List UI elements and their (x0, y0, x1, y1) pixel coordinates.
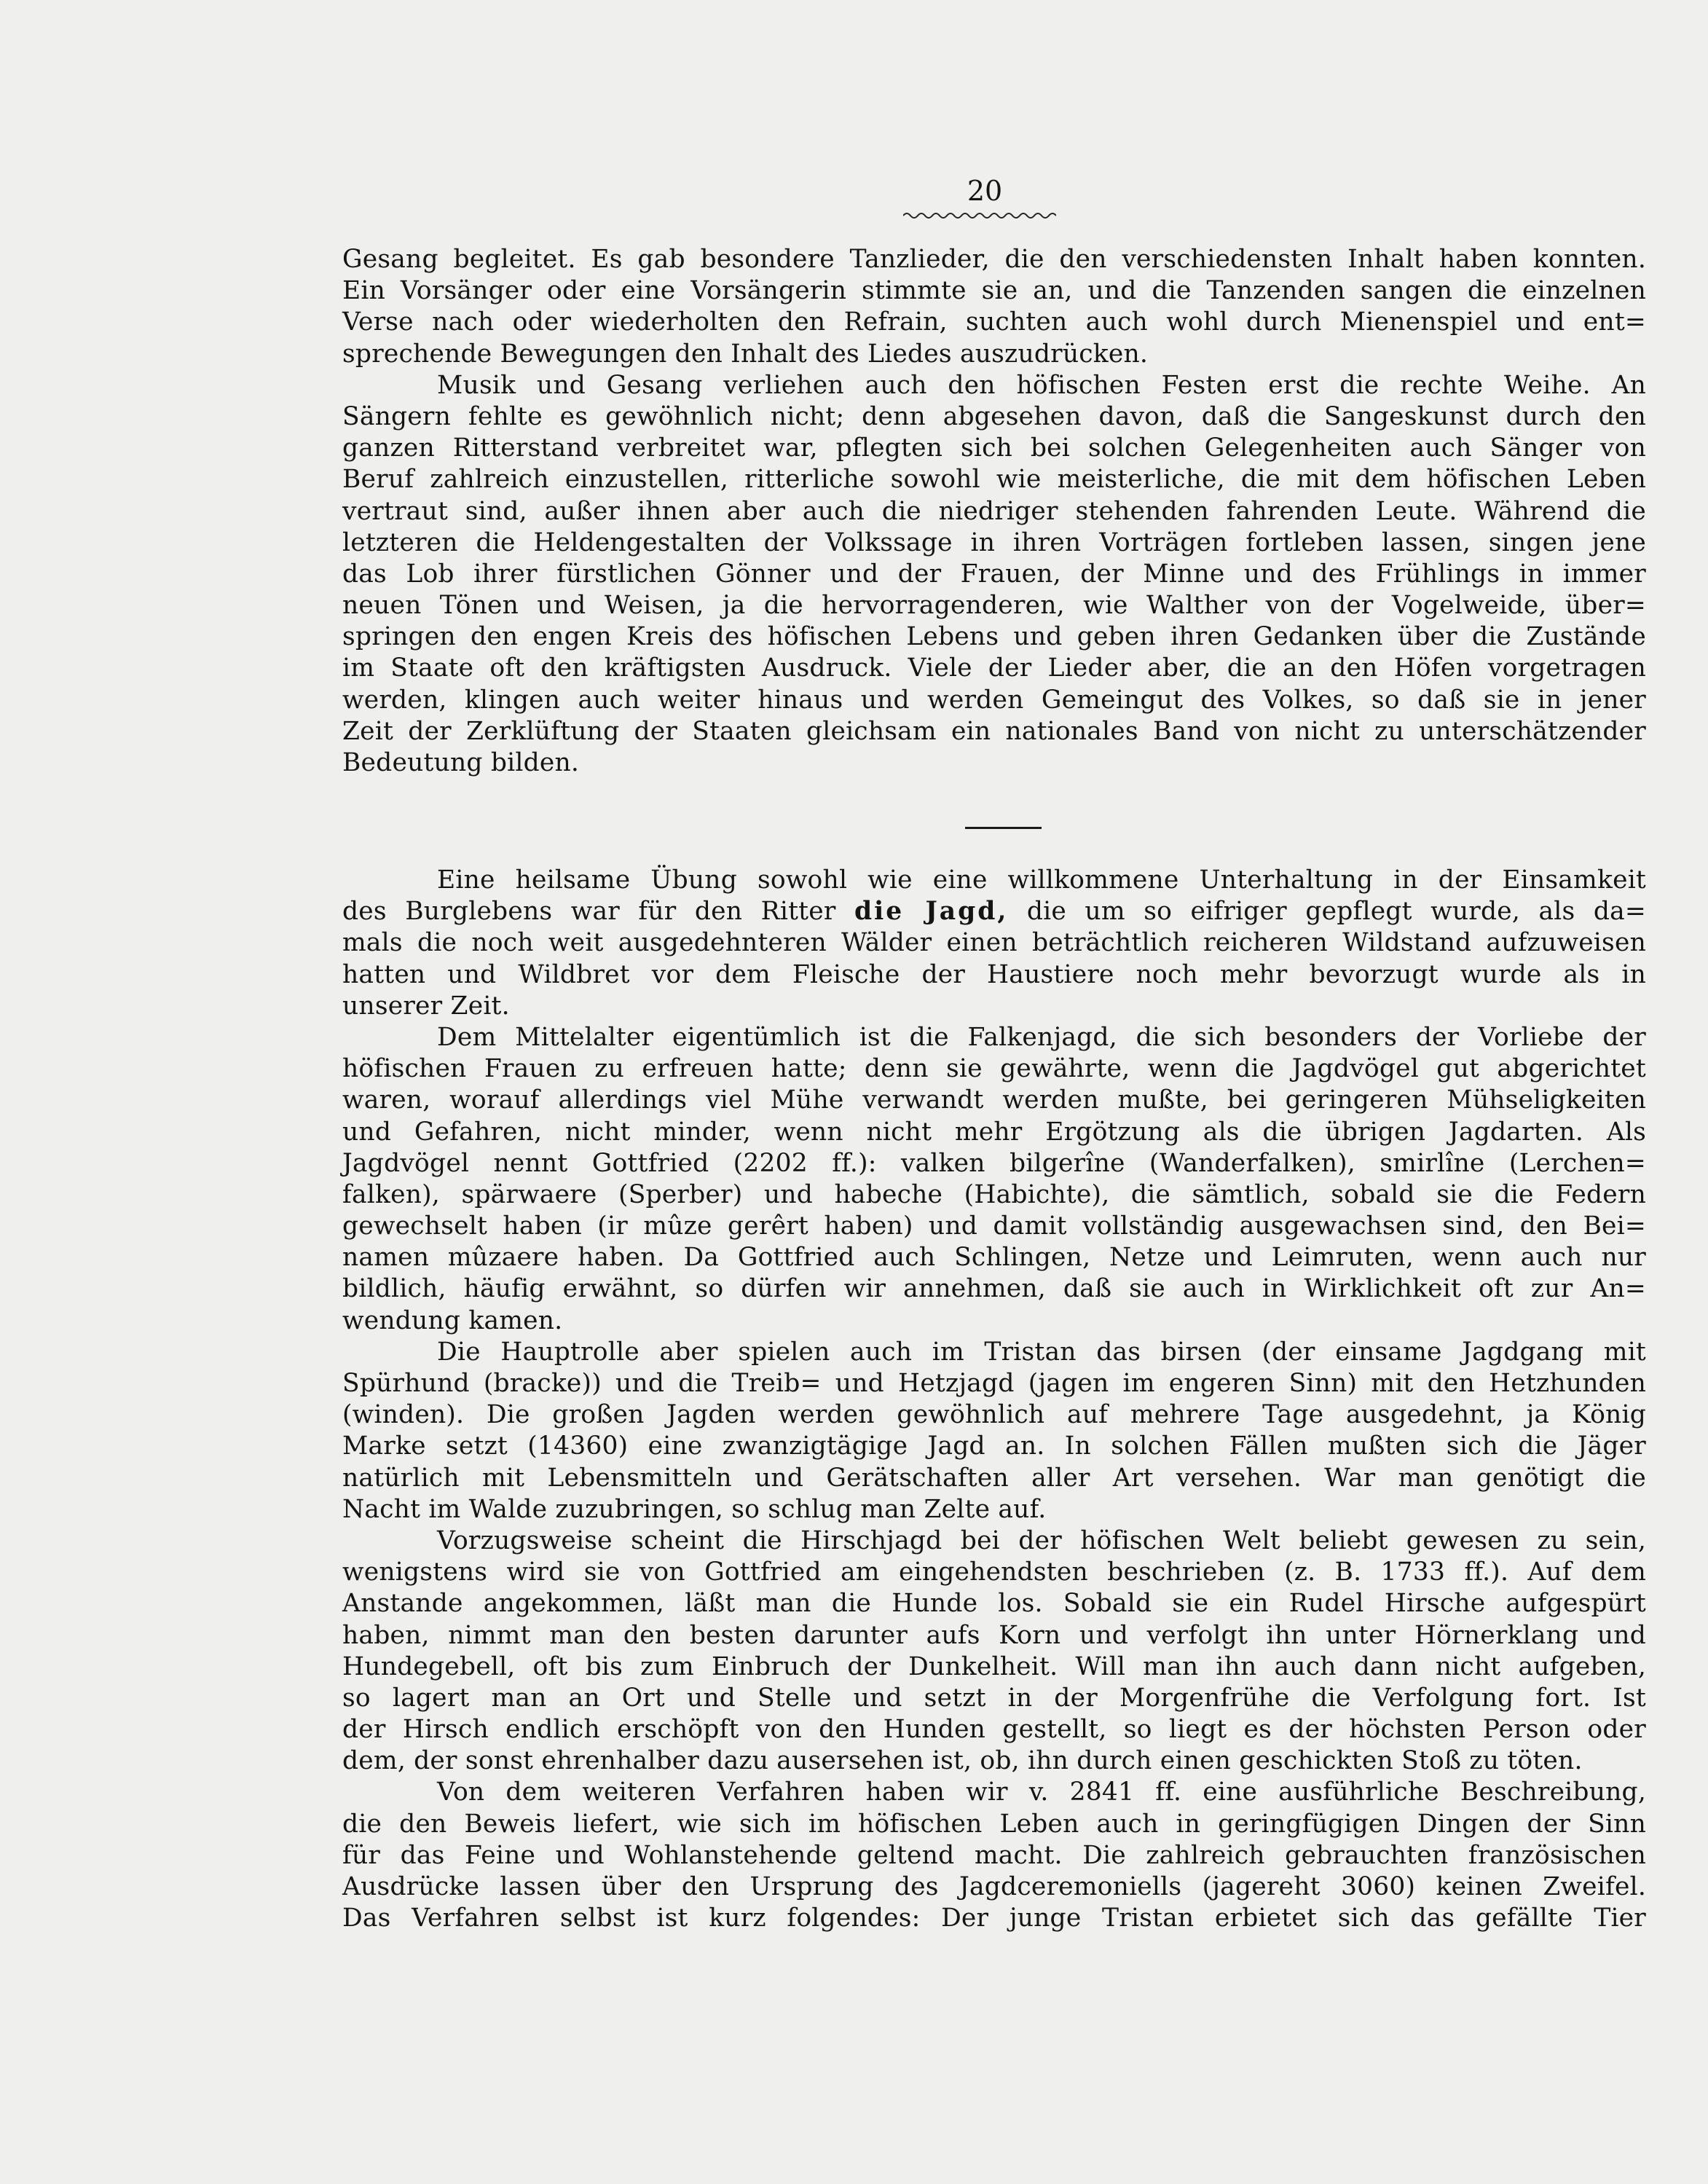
text-line: (winden). Die großen Jagden werden gewöhnlich auf mehrere Tage ausgedehnt, ja König (342, 1400, 1646, 1430)
text-line: Ein Vorsänger oder eine Vorsängerin stimmte sie an, und die Tanzenden sangen die einzelnen (342, 276, 1646, 306)
text-line (342, 896, 1646, 927)
text-line: dem, der sonst ehrenhalber dazu ausersehen ist, ob, ihn durch einen geschickten Stoß zu töten. (342, 1746, 1583, 1776)
text-line: Sängern fehlte es gewöhnlich nicht; denn abgesehen davon, daß die Sangeskunst durch den (342, 401, 1646, 431)
text-line: waren, worauf allerdings viel Mühe verwandt werden mußte, bei geringeren Mühseligkeiten (342, 1085, 1646, 1115)
paragraph-1 (342, 244, 1646, 370)
text-line: Nacht im Walde zuzubringen, so schlug man Zelte auf. (342, 1494, 1047, 1524)
text-line: falken), spärwaere (Sperber) und habeche (Habichte), die sämtlich, sobald sie die Federn (342, 1179, 1646, 1209)
text-line: unserer Zeit. (342, 991, 510, 1021)
text-line: Jagdvögel nennt Gottfried (2202 ff.): valken bilgerîne (Wanderfalken), smirlîne (Lerchen= (342, 1148, 1646, 1178)
paragraph-3 (342, 865, 1646, 1022)
wavy-ornament-icon (903, 211, 1056, 220)
text-line: Eine heilsame Übung sowohl wie eine willkommene Unterhaltung in der Einsamkeit (437, 865, 1646, 895)
text-line: Bedeutung bilden. (342, 748, 580, 777)
text-line: hatten und Wildbret vor dem Fleische der Haustiere noch mehr bevorzugt wurde als in (342, 959, 1646, 989)
section-song (342, 244, 1646, 779)
section-hunt (342, 865, 1646, 1934)
text-line: für das Feine und Wohlanstehende geltend macht. Die zahlreich gebrauchten französischen (342, 1840, 1646, 1870)
text-line: vertraut sind, außer ihnen aber auch die niedriger stehenden fahrenden Leute. Während die (342, 496, 1646, 526)
text-line: höfischen Frauen zu erfreuen hatte; denn sie gewährte, wenn die Jagdvögel gut abgerichtet (342, 1054, 1646, 1084)
text-line: und Gefahren, nicht minder, wenn nicht mehr Ergötzung als die übrigen Jagdarten. Als (342, 1117, 1646, 1147)
text-line: im Staate oft den kräftigsten Ausdruck. Viele der Lieder aber, die an den Höfen vorgetragen (342, 653, 1646, 683)
text-line: wendung kamen. (342, 1305, 563, 1335)
text-line: neuen Tönen und Weisen, ja die hervorragenderen, wie Walther von der Vogelweide, über= (342, 591, 1646, 621)
text-line: mals die noch weit ausgedehnteren Wälder einen beträchtlich reicheren Wildstand aufzuweisen (342, 928, 1646, 958)
page-number: 20 (967, 175, 1003, 207)
text-line: Von dem weiteren Verfahren haben wir v. 2841 ff. eine ausführliche Beschreibung, (437, 1778, 1646, 1807)
text-line: bildlich, häufig erwähnt, so dürfen wir annehmen, daß sie auch in Wirklichkeit oft zur An= (342, 1274, 1646, 1304)
text-line: Beruf zahlreich einzustellen, ritterliche sowohl wie meisterliche, die mit dem höfischen Leben (342, 465, 1646, 495)
paragraph-5 (342, 1337, 1646, 1525)
text-span: die um so eifriger gepflegt wurde, als da= (1008, 897, 1646, 927)
section-divider (965, 827, 1042, 829)
text-line: springen den engen Kreis des höfischen Lebens und geben ihren Gedanken über die Zustände (342, 622, 1646, 652)
text-line: werden, klingen auch weiter hinaus und werden Gemeingut des Volkes, so daß sie in jener (342, 685, 1646, 715)
paragraph-2 (342, 370, 1646, 779)
text-line: haben, nimmt man den besten darunter aufs Korn und verfolgt ihn unter Hörnerklang und (342, 1620, 1646, 1650)
text-line: Zeit der Zerklüftung der Staaten gleichsam ein nationales Band von nicht zu unterschätzender (342, 716, 1646, 746)
text-line: Das Verfahren selbst ist kurz folgendes: Der junge Tristan erbietet sich das gefällte Tier (342, 1904, 1646, 1933)
text-line: Spürhund (bracke)) und die Treib= und Hetzjagd (jagen im engeren Sinn) mit den Hetzhunden (342, 1369, 1646, 1398)
paragraph-4 (342, 1022, 1646, 1337)
paragraph-7 (342, 1777, 1646, 1934)
text-line: Ausdrücke lassen über den Ursprung des Jagdceremoniells (jagereht 3060) keinen Zweifel. (342, 1872, 1646, 1901)
text-line: Vorzugsweise scheint die Hirschjagd bei der höfischen Welt beliebt gewesen zu sein, (437, 1525, 1646, 1555)
text-span: des Burglebens war für den Ritter (342, 897, 854, 927)
paragraph-6 (342, 1525, 1646, 1778)
text-line: das Lob ihrer fürstlichen Gönner und der Frauen, der Minne und des Frühlings in immer (342, 559, 1646, 589)
text-line: gewechselt haben (ir mûze gerêrt haben) und damit vollständig ausgewachsen sind, den Bei= (342, 1211, 1646, 1241)
emphasis-die-jagd: die Jagd, (854, 897, 1009, 927)
text-line: letzteren die Heldengestalten der Volkssage in ihren Vorträgen fortleben lassen, singen jene (342, 527, 1646, 557)
text-line: so lagert man an Ort und Stelle und setzt in der Morgenfrühe die Verfolgung fort. Ist (342, 1683, 1646, 1713)
text-line: wenigstens wird sie von Gottfried am eingehendsten beschrieben (z. B. 1733 ff.). Auf dem (342, 1558, 1646, 1587)
text-line: Dem Mittelalter eigentümlich ist die Falkenjagd, die sich besonders der Vorliebe der (437, 1022, 1646, 1052)
text-line: Gesang begleitet. Es gab besondere Tanzlieder, die den verschiedensten Inhalt haben konnten. (342, 245, 1646, 274)
text-line: natürlich mit Lebensmitteln und Gerätschaften aller Art versehen. War man genötigt die (342, 1463, 1646, 1493)
text-line: Verse nach oder wiederholten den Refrain, suchten auch wohl durch Mienenspiel und ent= (342, 307, 1646, 337)
text-line: die den Beweis liefert, wie sich im höfischen Leben auch in geringfügigen Dingen der Sinn (342, 1809, 1646, 1839)
text-line: Marke setzt (14360) eine zwanzigtägige Jagd an. In solchen Fällen mußten sich die Jäger (342, 1431, 1646, 1461)
text-line: der Hirsch endlich erschöpft von den Hunden gestellt, so liegt es der höchsten Person oder (342, 1715, 1646, 1745)
text-line: ganzen Ritterstand verbreitet war, pflegten sich bei solchen Gelegenheiten auch Sänger von (342, 433, 1646, 463)
text-line: Musik und Gesang verliehen auch den höfischen Festen erst die rechte Weihe. An (437, 370, 1646, 400)
text-line: Die Hauptrolle aber spielen auch im Tristan das birsen (der einsame Jagdgang mit (437, 1337, 1646, 1367)
text-line: Hundegebell, oft bis zum Einbruch der Dunkelheit. Will man ihn auch dann nicht aufgeben, (342, 1651, 1646, 1681)
text-line: Anstande angekommen, läßt man die Hunde los. Sobald sie ein Rudel Hirsche aufgespürt (342, 1589, 1646, 1619)
text-line: sprechende Bewegungen den Inhalt des Liedes auszudrücken. (342, 339, 1149, 369)
text-line: namen mûzaere haben. Da Gottfried auch Schlingen, Netze und Leimruten, wenn auch nur (342, 1243, 1646, 1273)
